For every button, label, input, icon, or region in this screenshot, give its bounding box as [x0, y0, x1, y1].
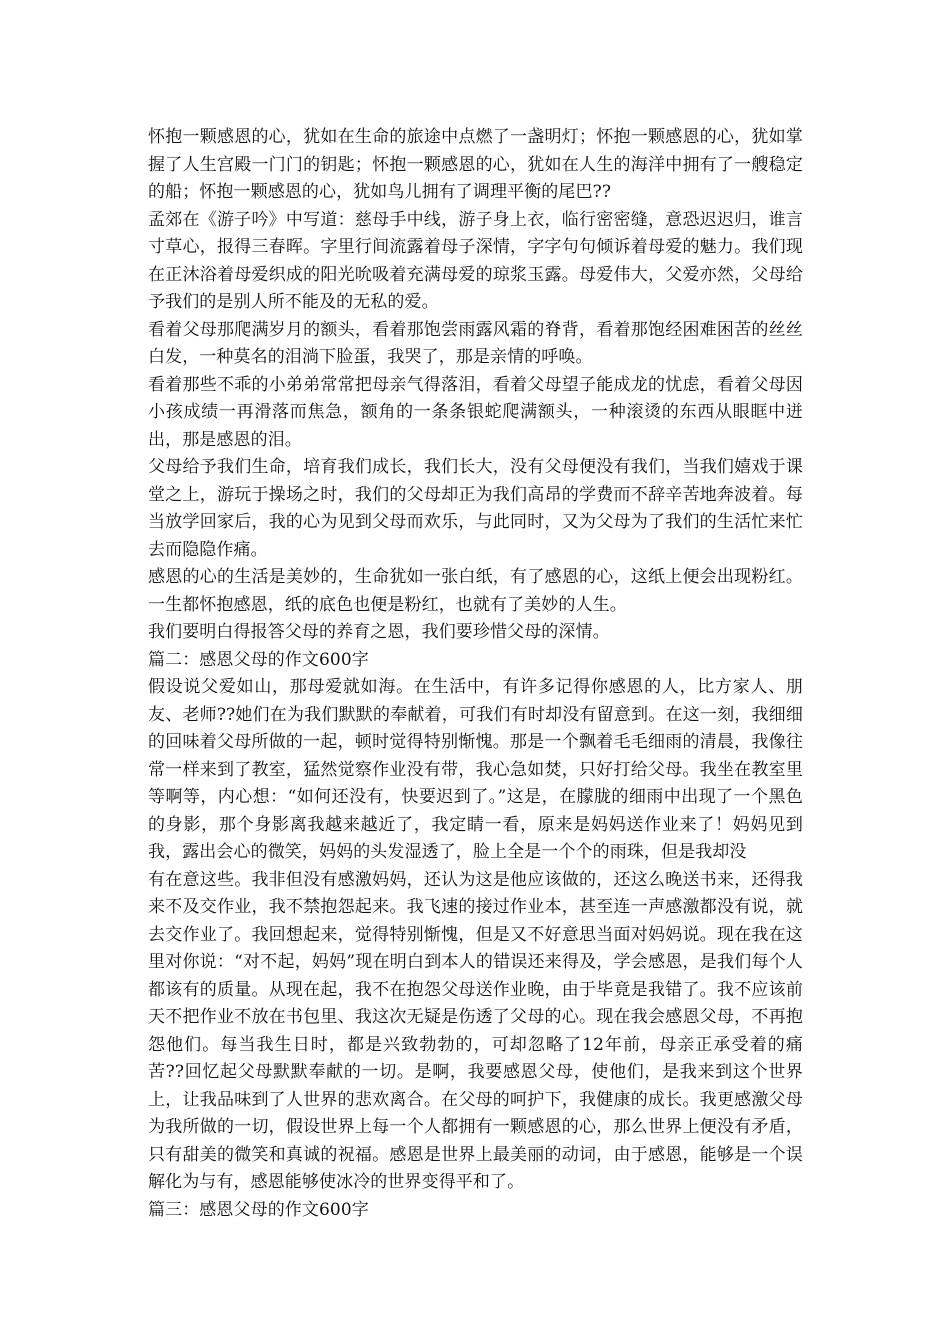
paragraph-intro: 怀抱一颗感恩的心，犹如在生命的旅途中点燃了一盏明灯；怀抱一颗感恩的心，犹如掌握了人生宫殿一门门的钥匙；怀抱一颗感恩的心，犹如在人生的海洋中拥有了一艘稳定的船；怀抱一颗感恩的心，犹如鸟儿拥有了调理平衡的尾巴??: [148, 127, 803, 202]
paragraph-reflection: 有在意这些。我非但没有感激妈妈，还认为这是他应该做的，还这么晚送书来，还得我来不及交作业，我不禁抱怨起来。我飞速的接过作业本，甚至连一声感激都没有说，就去交作业了。我回想起来，觉得特别惭愧，但是又不好意思当面对妈妈说。现在我在这里对你说：“对不起，妈妈”现在明白到本人的错误还来得及，学会感恩，是我们每个人都该有的质量。从现在起，我不在抱怨父母送作业晚，由于毕竟是我错了。我不应该前天不把作业不放在书包里、我这次无疑是伤透了父母的心。现在我会感恩父母，不再抱怨他们。每当我生日时，都是兴致勃勃的，可却忽略了12年前，母亲正承受着的痛苦??回忆起父母默默奉献的一切。是啊，我要感恩父母，使他们，是我来到这个世界上，让我品味到了人世界的悲欢离合。在父母的呵护下，我健康的成长。我更感激父母为我所做的一切，假设世界上每一个人都拥有一颗感恩的心，那么世界上便没有矛盾，只有甜美的微笑和真诚的祝福。感恩是世界上最美丽的动词，由于感恩，能够是一个误解化为与有，感恩能够使冰冷的世界变得平和了。: [148, 869, 803, 1192]
section-heading-part-three: 篇三：感恩父母的作文600字: [148, 1199, 369, 1220]
section-heading-part-two: 篇二：感恩父母的作文600字: [148, 649, 369, 670]
paragraph-youziyin: 孟郊在《游子吟》中写道：慈母手中线，游子身上衣，临行密密缝，意恐迟迟归，谁言寸草心，报得三春晖。字里行间流露着母子深情，字字句句倾诉着母爱的魅力。我们现在正沐浴着母爱织成的阳光吮吸着充满母爱的琼浆玉露。母爱伟大，父爱亦然，父母给予我们的是别人所不能及的无私的爱。: [148, 209, 803, 312]
paragraph-rainy-morning: 假设说父爱如山，那母爱就如海。在生活中，有许多记得你感恩的人，比方家人、朋友、老师??她们在为我们默默的奉献着，可我们有时却没有留意到。在这一刻，我细细的回味着父母所做的一起，顿时觉得特别惭愧。那是一个飘着毛毛细雨的清晨，我像往常一样来到了教室，猛然觉察作业没有带，我心急如焚，只好打给父母。我坐在教室里等啊等，内心想：“如何还没有，快要迟到了。”这是，在朦胧的细雨中出现了一个黑色的身影，那个身影离我越来越近了，我定睛一看，原来是妈妈送作业来了！妈妈见到我，露出会心的微笑，妈妈的头发湿透了，脸上全是一个个的雨珠，但是我却没: [148, 677, 803, 862]
paragraph-repay-parents: 我们要明白得报答父母的养育之恩，我们要珍惜父母的深情。: [148, 622, 610, 642]
document-body: [148, 124, 803, 1224]
paragraph-parents-give-life: 父母给予我们生命，培育我们成长，我们长大，没有父母便没有我们，当我们嬉戏于课堂之上，游玩于操场之时，我们的父母却正为我们高昂的学费而不辞辛苦地奔波着。每当放学回家后，我的心为见到父母而欢乐，与此同时，又为父母为了我们的生活忙来忙去而隐隐作痛。: [148, 457, 803, 560]
paragraph-grateful-heart: 感恩的心的生活是美妙的，生命犹如一张白纸，有了感恩的心，这纸上便会出现粉红。一生都怀抱感恩，纸的底色也便是粉红，也就有了美妙的人生。: [148, 567, 803, 615]
paragraph-parents-forehead: 看着父母那爬满岁月的额头，看着那饱尝雨露风霜的脊背，看着那饱经困难困苦的丝丝白发，一种莫名的泪淌下脸蛋，我哭了，那是亲情的呼唤。: [148, 319, 803, 367]
paragraph-grateful-tears: 看着那些不乖的小弟弟常常把母亲气得落泪，看着父母望子能成龙的忧虑，看着父母因小孩成绩一再滑落而焦急，额角的一条条银蛇爬满额头，一种滚烫的东西从眼眶中迸出，那是感恩的泪。: [148, 374, 803, 450]
